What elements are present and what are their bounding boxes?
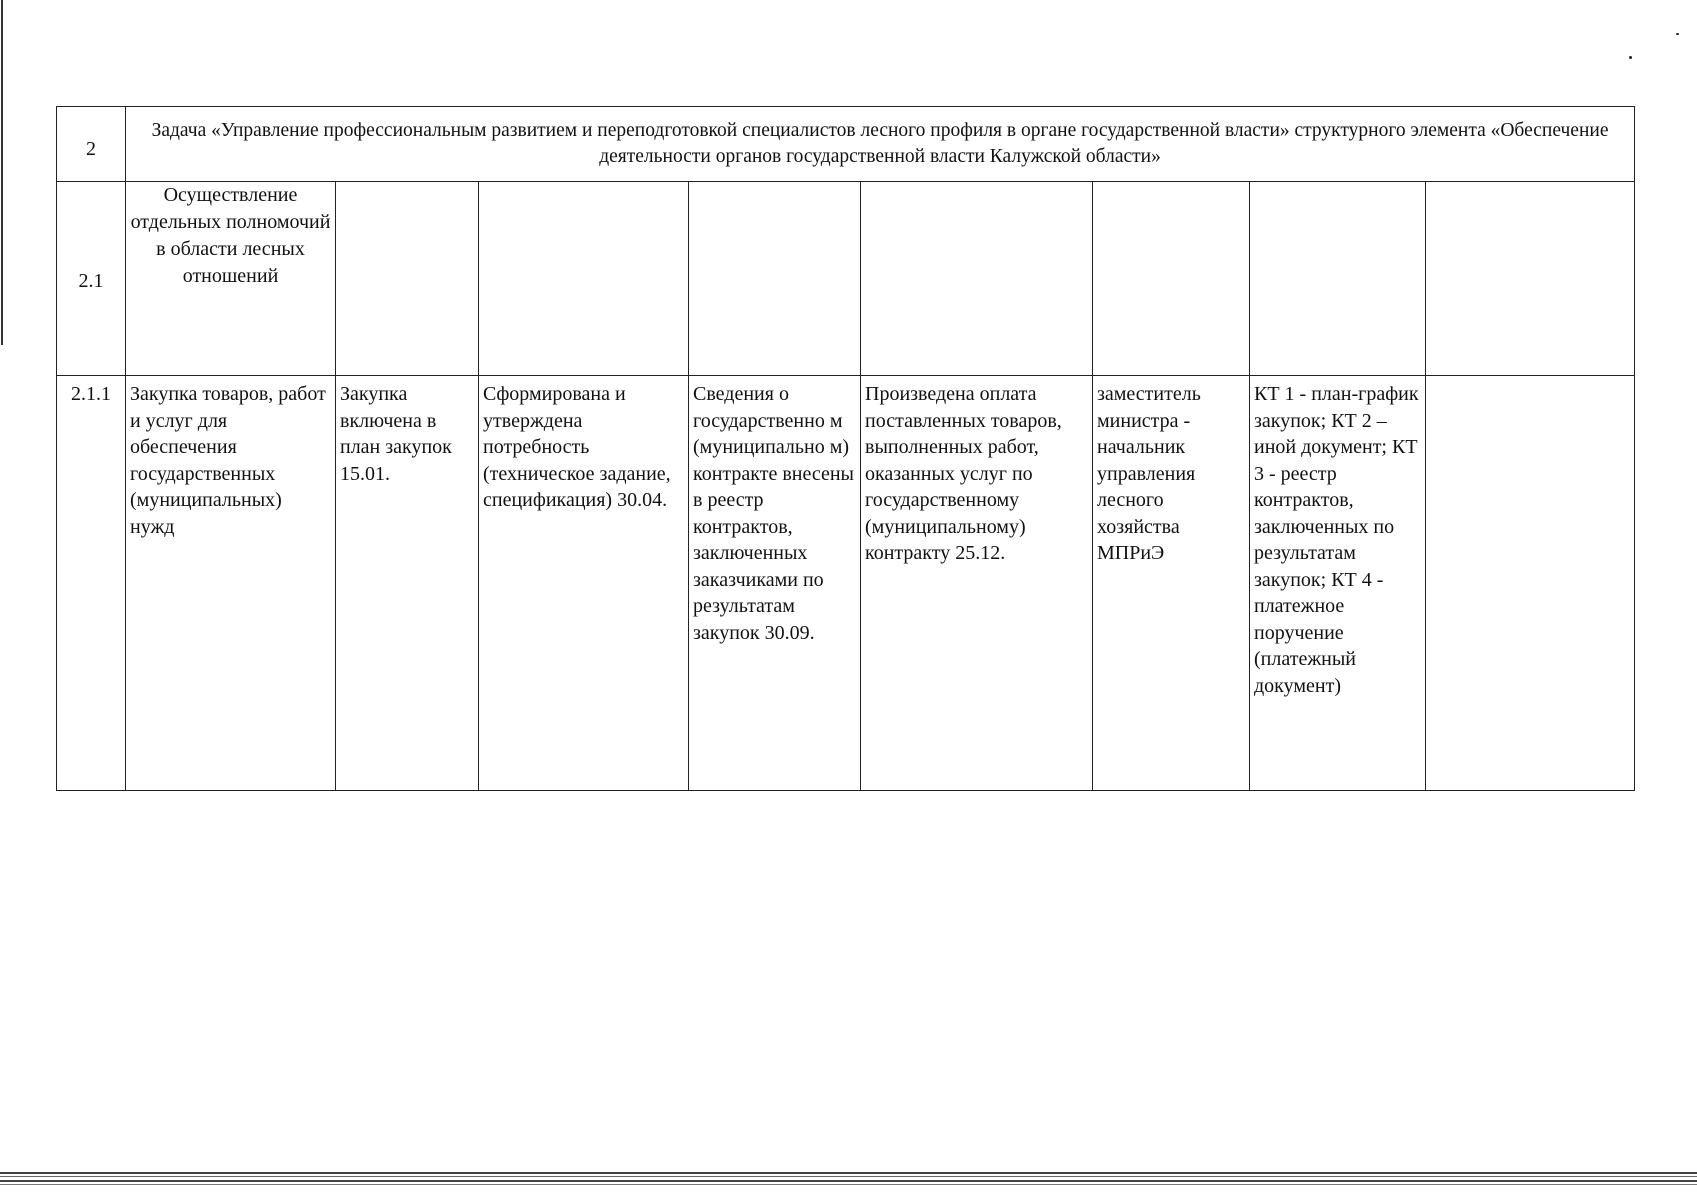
- scan-left-edge: [1, 0, 3, 345]
- page-edge-line: [0, 1184, 1697, 1185]
- subtask-number: 2.1: [57, 182, 126, 376]
- page-edge-line: [0, 1176, 1697, 1177]
- checkpoint-4: Произведена оплата поставленных товаров, выполненных работ, оказанных услуг по государственному (муниципальному) контракту 25.12.: [861, 376, 1093, 791]
- event-note: [1426, 376, 1635, 791]
- subtask-cell: [1250, 182, 1426, 376]
- subtask-cell: [1426, 182, 1635, 376]
- subtask-cell: [689, 182, 861, 376]
- event-number: 2.1.1: [57, 376, 126, 791]
- subtask-cell: [1093, 182, 1250, 376]
- subtask-name: Осуществление отдельных полномочий в области лесных отношений: [126, 182, 336, 376]
- plan-table: [56, 106, 1635, 791]
- checkpoint-3: Сведения о государственно м (муниципально м) контракте внесены в реестр контрактов, заключенных заказчиками по результатам закупок 30.09.: [689, 376, 861, 791]
- task-number: 2: [57, 107, 126, 182]
- responsible-person: заместитель министра - начальник управления лесного хозяйства МПРиЭ: [1093, 376, 1250, 791]
- subtask-cell: [479, 182, 689, 376]
- scan-speck: [1676, 33, 1679, 35]
- subtask-cell: [336, 182, 479, 376]
- task-row: [57, 107, 1635, 182]
- checkpoint-1: Закупка включена в план закупок 15.01.: [336, 376, 479, 791]
- event-name: Закупка товаров, работ и услуг для обеспечения государственных (муниципальных) нужд: [126, 376, 336, 791]
- checkpoint-documents: КТ 1 - план-график закупок; КТ 2 – иной документ; КТ 3 - реестр контрактов, заключенных по результатам закупок; КТ 4 - платежное поручение (платежный документ): [1250, 376, 1426, 791]
- scan-speck: [1629, 56, 1632, 59]
- checkpoint-2: Сформирована и утверждена потребность (техническое задание, спецификация) 30.04.: [479, 376, 689, 791]
- event-row: [57, 376, 1635, 791]
- subtask-row: [57, 182, 1635, 376]
- page-edge-line: [0, 1180, 1697, 1182]
- task-title: Задача «Управление профессиональным развитием и переподготовкой специалистов лесного профиля в органе государственной власти» структурного элемента «Обеспечение деятельности органов государственной власти Калужской области»: [126, 107, 1635, 182]
- subtask-cell: [861, 182, 1093, 376]
- page-edge-line: [0, 1172, 1697, 1174]
